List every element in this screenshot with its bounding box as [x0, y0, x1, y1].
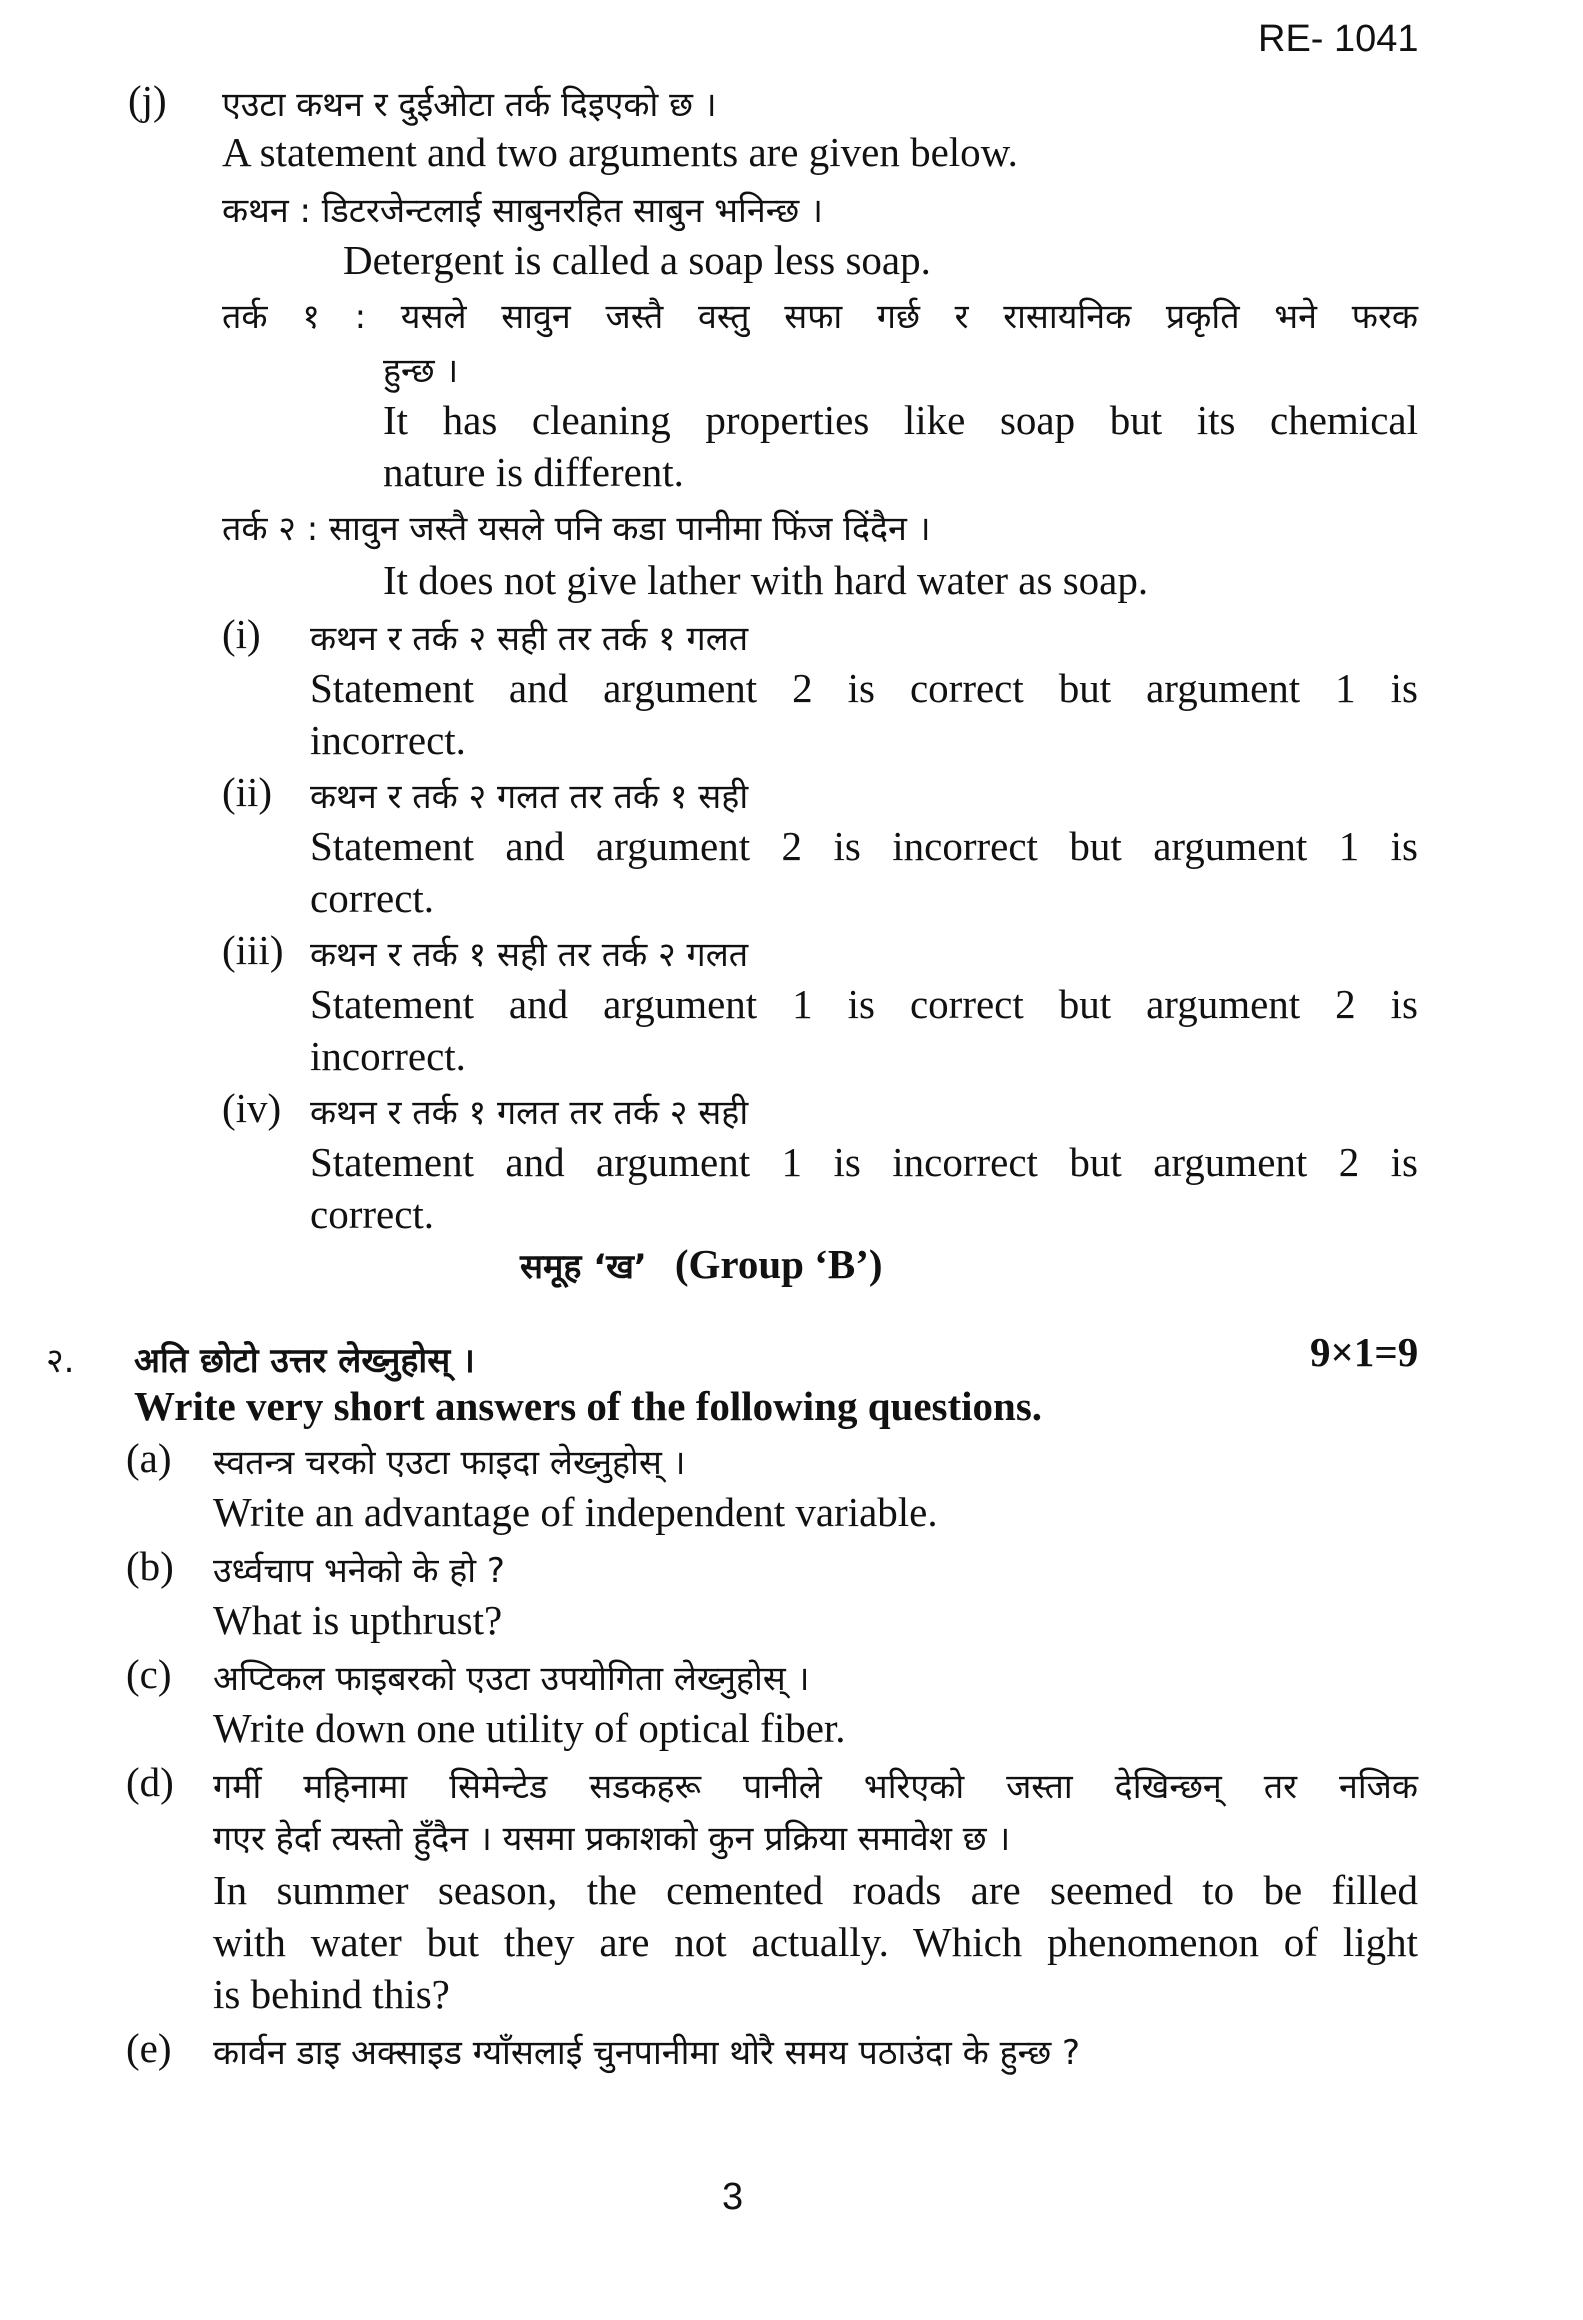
option-nepali: कथन र तर्क १ गलत तर तर्क २ सही	[310, 1093, 749, 1133]
argument-1-nepali-cont: हुन्छ ।	[383, 351, 459, 391]
option-marker: (iv)	[222, 1085, 282, 1131]
option-english-cont: correct.	[310, 875, 435, 921]
option-english: Statement and argument 1 is correct but argument 2 is	[310, 981, 1418, 1027]
question-number: २.	[46, 1341, 75, 1381]
argument-2-nepali: तर्क २ : सावुन जस्तै यसले पनि कडा पानीमा फिंज दिंदैन ।	[222, 509, 931, 549]
item-english: In summer season, the cemented roads are seemed to be filled	[213, 1867, 1418, 1913]
exam-code: RE- 1041	[1258, 18, 1419, 60]
option-english-cont: incorrect.	[310, 1033, 466, 1079]
marks: 9×1=9	[1310, 1329, 1419, 1375]
argument-1-english-cont: nature is different.	[383, 449, 684, 495]
question-marker: (j)	[128, 77, 167, 123]
option-nepali: कथन र तर्क १ सही तर तर्क २ गलत	[310, 935, 749, 975]
option-nepali: कथन र तर्क २ सही तर तर्क १ गलत	[310, 619, 749, 659]
item-nepali: स्वतन्त्र चरको एउटा फाइदा लेख्नुहोस् ।	[213, 1443, 686, 1483]
argument-2-english: It does not give lather with hard water as soap.	[383, 557, 1149, 603]
item-marker: (a)	[126, 1435, 172, 1481]
option-english-cont: incorrect.	[310, 717, 466, 763]
question-title-english: Write very short answers of the following questions.	[134, 1383, 1043, 1429]
option-english: Statement and argument 1 is incorrect but argument 2 is	[310, 1139, 1418, 1185]
intro-nepali: एउटा कथन र दुईओटा तर्क दिइएको छ ।	[222, 85, 717, 125]
argument-1-nepali: तर्क १ : यसले सावुन जस्तै वस्तु सफा गर्छ र रासायनिक प्रकृति भने फरक	[222, 297, 1418, 337]
item-english-cont: with water but they are not actually. Which phenomenon of light	[213, 1919, 1418, 1965]
item-nepali: गर्मी महिनामा सिमेन्टेड सडकहरू पानीले भरिएको जस्ता देखिन्छन् तर नजिक	[213, 1767, 1418, 1807]
group-heading-nepali: समूह ‘ख’	[520, 1247, 647, 1287]
item-marker: (b)	[126, 1543, 174, 1589]
item-nepali: कार्वन डाइ अक्साइड ग्याँसलाई चुनपानीमा थोरै समय पठाउंदा के हुन्छ ?	[213, 2033, 1081, 2073]
item-marker: (c)	[126, 1651, 172, 1697]
item-marker: (d)	[126, 1759, 174, 1805]
statement-nepali: कथन : डिटरजेन्टलाई साबुनरहित साबुन भनिन्छ ।	[222, 191, 823, 231]
item-english: What is upthrust?	[213, 1597, 503, 1643]
item-english: Write down one utility of optical fiber.	[213, 1705, 846, 1751]
option-english: Statement and argument 2 is correct but argument 1 is	[310, 665, 1418, 711]
page-number: 3	[722, 2176, 744, 2218]
option-nepali: कथन र तर्क २ गलत तर तर्क १ सही	[310, 777, 749, 817]
item-nepali: अप्टिकल फाइबरको एउटा उपयोगिता लेख्नुहोस् ।	[213, 1659, 810, 1699]
statement-english: Detergent is called a soap less soap.	[343, 237, 931, 283]
argument-1-english: It has cleaning properties like soap but its chemical	[383, 397, 1418, 443]
option-marker: (iii)	[222, 927, 284, 973]
group-heading-english: (Group ‘B’)	[674, 1241, 883, 1287]
intro-english: A statement and two arguments are given below.	[222, 129, 1018, 175]
item-english: Write an advantage of independent variable.	[213, 1489, 938, 1535]
option-english: Statement and argument 2 is incorrect but argument 1 is	[310, 823, 1418, 869]
group-heading	[520, 1240, 883, 1288]
item-nepali: उर्ध्वचाप भनेको के हो ?	[213, 1551, 505, 1591]
option-marker: (i)	[222, 611, 261, 657]
option-marker: (ii)	[222, 769, 273, 815]
option-english-cont: correct.	[310, 1191, 435, 1237]
question-title-nepali: अति छोटो उत्तर लेख्नुहोस् ।	[134, 1341, 475, 1381]
item-english-cont: is behind this?	[213, 1971, 450, 2017]
item-marker: (e)	[126, 2025, 172, 2071]
item-nepali-cont: गएर हेर्दा त्यस्तो हुँदैन । यसमा प्रकाशको कुन प्रक्रिया समावेश छ ।	[213, 1819, 1011, 1859]
